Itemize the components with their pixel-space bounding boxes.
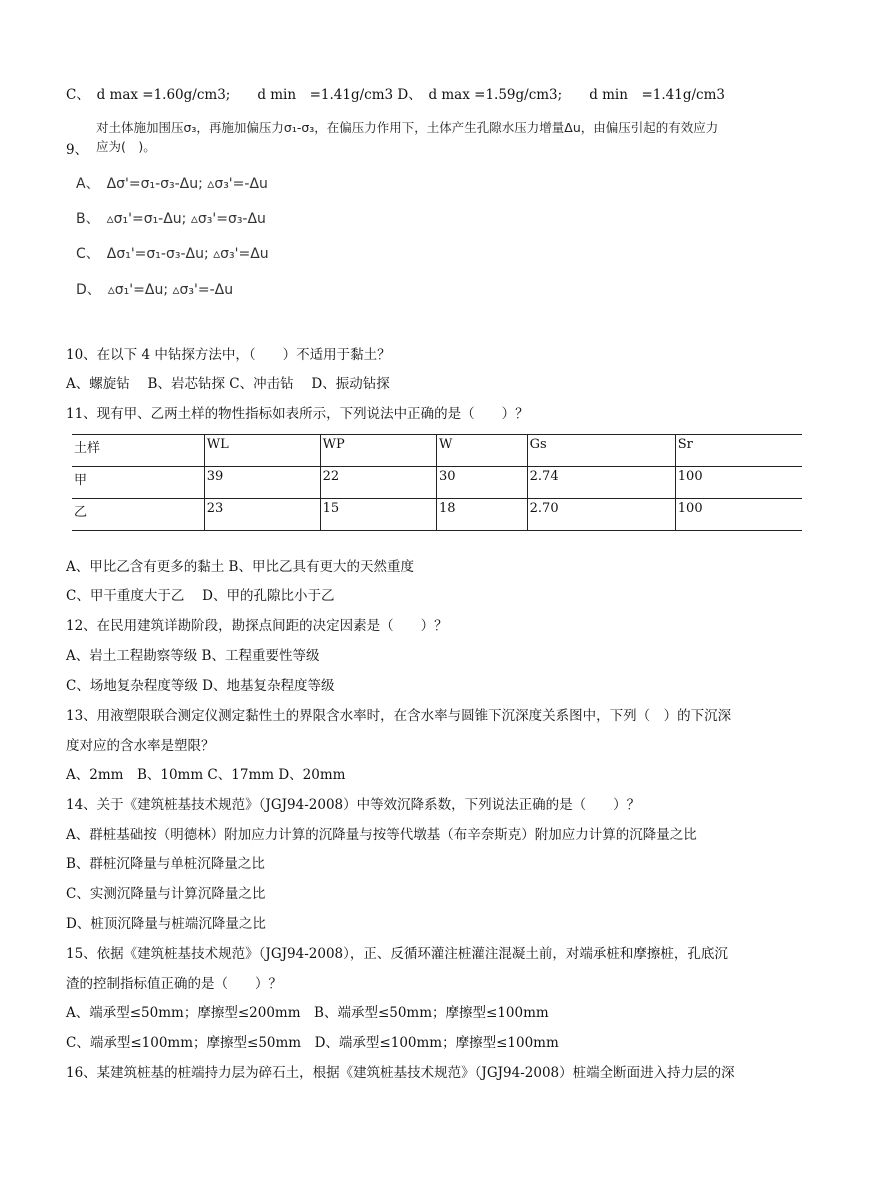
q9-stem-line2: 应为( )。 <box>96 139 156 154</box>
table-cell: 100 <box>675 499 802 531</box>
q11-stem: 11、现有甲、乙两土样的物性指标如表所示，下列说法中正确的是（ ）？ <box>66 406 529 422</box>
q12-options-line2: C、场地复杂程度等级 D、地基复杂程度等级 <box>66 678 335 694</box>
table-cell: 100 <box>675 467 802 499</box>
table-cell: 2.70 <box>527 499 675 531</box>
table-header-cell: WL <box>204 435 320 467</box>
table-cell: 2.74 <box>527 467 675 499</box>
q15-stem-line1: 15、依据《建筑桩基技术规范》（JGJ94-2008），正、反循环灌注桩灌注混凝土前，对端承桩和摩擦桩，孔底沉 <box>66 946 728 962</box>
table-cell: 30 <box>437 467 528 499</box>
table-cell: 乙 <box>72 499 204 531</box>
table-header-cell: W <box>437 435 528 467</box>
q14-option-c: C、实测沉降量与计算沉降量之比 <box>66 886 266 902</box>
q12-options-line1: A、岩土工程勘察等级 B、工程重要性等级 <box>66 648 320 664</box>
q12-stem: 12、在民用建筑详勘阶段，勘探点间距的决定因素是（ ）？ <box>66 618 448 634</box>
q9-number: 9、 <box>66 142 89 158</box>
q14-option-a: A、群桩基础按（明德林）附加应力计算的沉降量与按等代墩基（布辛奈斯克）附加应力计算的沉降量之比 <box>66 827 697 843</box>
q9-option-a: A、 Δσ'=σ₁-σ₃-Δu; ▵σ₃'=-Δu <box>76 176 268 192</box>
q11-options-line2: C、甲干重度大于乙 D、甲的孔隙比小于乙 <box>66 588 335 604</box>
table-cell: 23 <box>204 499 320 531</box>
table-row <box>72 499 802 531</box>
soil-properties-table <box>72 434 802 531</box>
table-header-cell: WP <box>320 435 436 467</box>
table-cell: 39 <box>204 467 320 499</box>
q8-option-c-d: C、 d max =1.60g/cm3; d min =1.41g/cm3 D、 d max =1.59g/cm3; d min =1.41g/cm3 <box>66 87 725 103</box>
table-cell: 15 <box>320 499 436 531</box>
q16-stem-line1: 16、某建筑桩基的桩端持力层为碎石土，根据《建筑桩基技术规范》（JGJ94-2008）桩端全断面进入持力层的深 <box>66 1065 735 1081</box>
q13-stem-line1: 13、用液塑限联合测定仪测定黏性土的界限含水率时，在含水率与圆锥下沉深度关系图中，下列（ ）的下沉深 <box>66 708 732 724</box>
q14-option-d: D、桩顶沉降量与桩端沉降量之比 <box>66 916 266 932</box>
q10-stem: 10、在以下 4 中钻探方法中，（ ）不适用于黏土？ <box>66 347 391 363</box>
q15-options-line1: A、端承型≤50mm；摩擦型≤200mm B、端承型≤50mm；摩擦型≤100mm <box>66 1005 549 1021</box>
q13-options: A、2mm B、10mm C、17mm D、20mm <box>66 767 346 783</box>
table-cell: 22 <box>320 467 436 499</box>
q9-option-c: C、 Δσ₁'=σ₁-σ₃-Δu; ▵σ₃'=Δu <box>76 246 269 262</box>
q10-options: A、螺旋钻 B、岩芯钻探 C、冲击钻 D、振动钻探 <box>66 376 390 392</box>
q9-option-b: B、 ▵σ₁'=σ₁-Δu; ▵σ₃'=σ₃-Δu <box>76 211 266 227</box>
q11-options-line1: A、甲比乙含有更多的黏土 B、甲比乙具有更大的天然重度 <box>66 559 414 575</box>
q15-options-line2: C、端承型≤100mm；摩擦型≤50mm D、端承型≤100mm；摩擦型≤100mm <box>66 1035 559 1051</box>
q14-stem: 14、关于《建筑桩基技术规范》（JGJ94-2008）中等效沉降系数，下列说法正确的是（ ）？ <box>66 797 641 813</box>
q9-stem-line1: 对土体施加围压σ₃，再施加偏压力σ₁-σ₃，在偏压力作用下，土体产生孔隙水压力增量Δu，由偏压引起的有效应力 <box>96 120 719 135</box>
table-cell: 18 <box>437 499 528 531</box>
table-header-cell: Sr <box>675 435 802 467</box>
table-header-cell: Gs <box>527 435 675 467</box>
q15-stem-line2: 渣的控制指标值正确的是（ ）？ <box>66 976 282 992</box>
table-header-cell: 土样 <box>72 435 204 467</box>
table-cell: 甲 <box>72 467 204 499</box>
table-header-row <box>72 435 802 467</box>
q13-stem-line2: 度对应的含水率是塑限？ <box>66 738 215 754</box>
q14-option-b: B、群桩沉降量与单桩沉降量之比 <box>66 856 265 872</box>
table-row <box>72 467 802 499</box>
q9-option-d: D、 ▵σ₁'=Δu; ▵σ₃'=-Δu <box>76 282 234 298</box>
